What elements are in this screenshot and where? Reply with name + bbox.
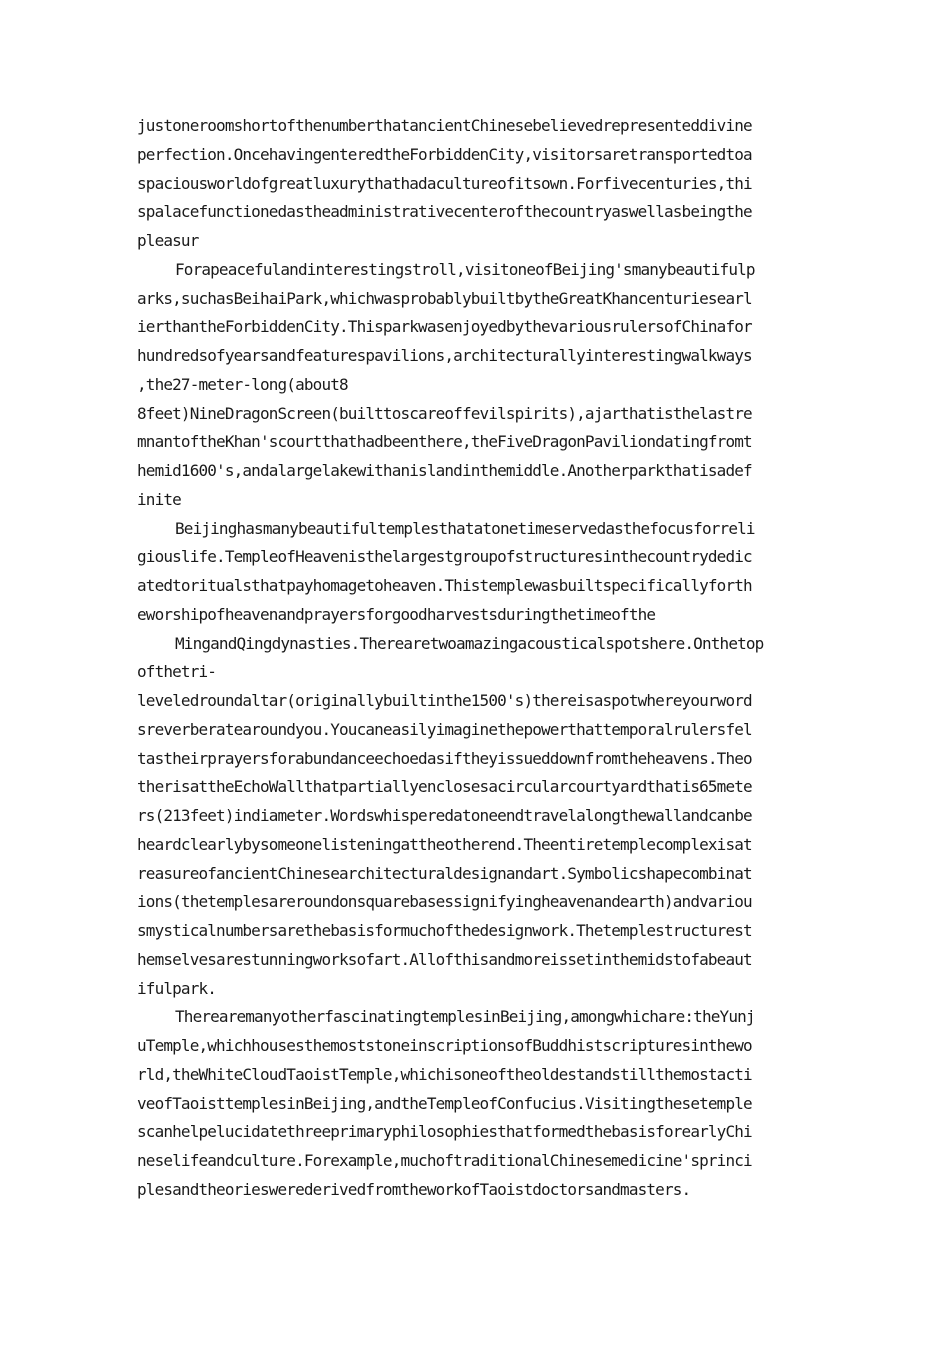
text-line: rs(213feet)indiameter.Wordswhisperedatoneendtravelalongthewallandcanbe	[137, 806, 752, 825]
text-line: TherearemanyotherfascinatingtemplesinBeijing,amongwhichare:theYunj	[175, 1007, 755, 1027]
text-line: hemid1600's,andalargelakewithanislandinthemiddle.Anotherparkthatisadef	[137, 461, 752, 480]
text-line: ,the27-meter-long(about8	[137, 374, 348, 394]
text-line: ions(thetemplesareroundonsquarebasessignifyingheavenandearth)andvariou	[137, 892, 752, 912]
text-line: inite	[137, 489, 181, 509]
text-line: perfection.OncehavingenteredtheForbiddenCity,visitorsaretransportedtoa	[137, 144, 752, 164]
text-line: plesandtheorieswerederivedfromtheworkofTaoistdoctorsandmasters.	[137, 1179, 691, 1199]
text-line: neselifeandculture.Forexample,muchoftraditionalChinesemedicine'sprinci	[137, 1151, 752, 1170]
text-line: arks,suchasBeihaiPark,whichwasprobablybuiltbytheGreatKhancenturiesearl	[137, 288, 752, 308]
text-line: sreverberatearoundyou.Youcaneasilyimaginethepowerthattemporalrulersfel	[137, 719, 752, 739]
text-line: giouslife.TempleofHeavenisthelargestgroupofstructuresinthecountrydedic	[137, 547, 752, 567]
text-line: rld,theWhiteCloudTaoistTemple,whichisoneoftheoldestandstillthemostacti	[137, 1064, 752, 1084]
text-line: ifulpark.	[137, 978, 217, 998]
text-line: therisattheEchoWallthatpartiallyenclosesacircularcourtyardthatis65mete	[137, 777, 752, 797]
text-line: Forapeacefulandinterestingstroll,visitoneofBeijing'smanybeautifulp	[175, 259, 755, 279]
text-line: justoneroomshortofthenumberthatancientChinesebelievedrepresenteddivine	[137, 116, 752, 135]
text-line: smysticalnumbersarethebasisformuchofthedesignwork.Thetemplestructurest	[137, 921, 752, 940]
text-line: reasureofancientChinesearchitecturaldesignandart.Symbolicshapecombinat	[137, 863, 752, 883]
text-line: leveledroundaltar(originallybuiltinthe1500's)thereisaspotwhereyourword	[137, 691, 752, 710]
text-line: ierthantheForbiddenCity.ThisparkwasenjoyedbythevariousrulersofChinafor	[137, 317, 752, 337]
text-line: tastheirprayersforabundanceechoedasiftheyissueddownfromtheheavens.Theo	[137, 748, 752, 768]
body-text	[137, 112, 817, 1205]
text-line: scanhelpelucidatethreeprimaryphilosophiesthatformedthebasisforearlyChi	[137, 1122, 752, 1142]
text-line: Beijinghasmanybeautifultemplesthatatonetimeservedasthefocusforreli	[175, 518, 755, 538]
text-line: ofthetri-	[137, 662, 217, 682]
text-line: hundredsofyearsandfeaturespavilions,architecturallyinterestingwalkways	[137, 346, 752, 365]
text-line: atedtoritualsthatpayhomagetoheaven.Thistemplewasbuiltspecificallyforth	[137, 576, 752, 595]
text-line: mnantoftheKhan'scourtthathadbeenthere,theFiveDragonPaviliondatingfromt	[137, 432, 752, 452]
text-line: pleasur	[137, 231, 199, 250]
text-line: veofTaoisttemplesinBeijing,andtheTempleofConfucius.Visitingthesetemple	[137, 1093, 752, 1113]
text-line: uTemple,whichhousesthemoststoneinscriptionsofBuddhistscripturesinthewo	[137, 1036, 752, 1055]
text-line: spaciousworldofgreatluxurythathadacultureofitsown.Forfivecenturies,thi	[137, 173, 752, 193]
text-line: 8feet)NineDragonScreen(builttoscareoffevilspirits),ajarthatisthelastre	[137, 403, 752, 423]
text-line: spalacefunctionedastheadministrativecenterofthecountryaswellasbeingthe	[137, 202, 752, 222]
text-line: eworshipofheavenandprayersforgoodharvestsduringthetimeofthe	[137, 604, 656, 624]
text-line: MingandQingdynasties.Therearetwoamazingacousticalspotshere.Onthetop	[175, 633, 764, 653]
text-line: heardclearlybysomeonelisteningattheotherend.Theentiretemplecomplexisat	[137, 834, 752, 854]
text-line: hemselvesarestunningworksofart.Allofthisandmoreissetinthemidstofabeaut	[137, 949, 752, 969]
